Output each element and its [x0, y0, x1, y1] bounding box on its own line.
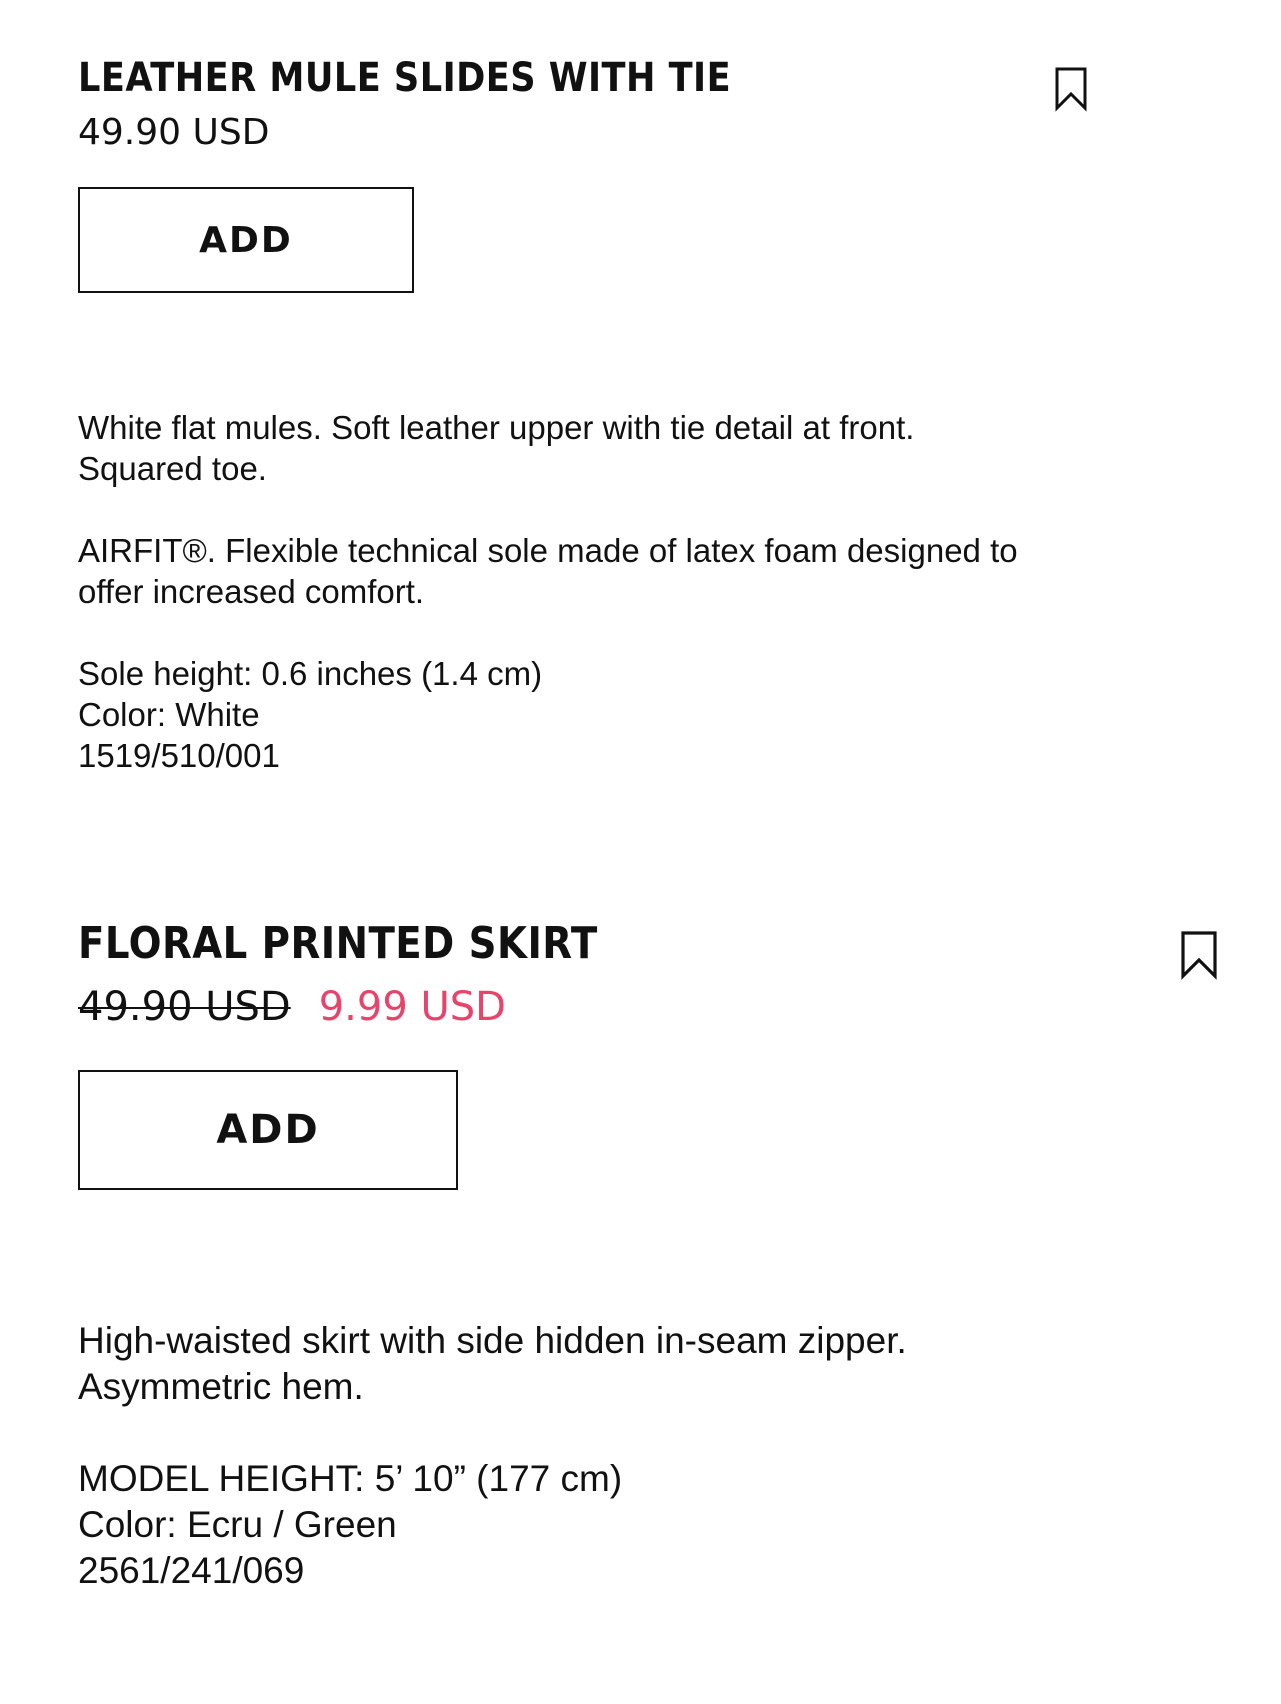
price-row	[78, 984, 1228, 1030]
bookmark-icon[interactable]	[1054, 66, 1088, 112]
original-price: 49.90 USD	[78, 984, 291, 1031]
price-row	[78, 112, 1098, 153]
product-title: FLORAL PRINTED SKIRT	[78, 918, 598, 969]
product-description	[78, 407, 1098, 776]
sale-price: 9.99 USD	[318, 984, 506, 1031]
description-line: offer increased comfort.	[78, 573, 425, 610]
product-card-floral-printed-skirt	[78, 920, 1228, 1594]
product-color: Color: Ecru / Green	[78, 1504, 397, 1546]
model-height: MODEL HEIGHT: 5’ 10” (177 cm)	[78, 1458, 623, 1500]
add-to-cart-button[interactable]: ADD	[78, 1070, 458, 1190]
description-line: Squared toe.	[78, 450, 267, 487]
description-line: White flat mules. Soft leather upper with tie detail at front.	[78, 409, 915, 446]
add-to-cart-button[interactable]: ADD	[78, 187, 414, 293]
product-title: LEATHER MULE SLIDES WITH TIE	[78, 55, 732, 101]
description-line: High-waisted skirt with side hidden in-seam zipper.	[78, 1320, 907, 1362]
product-reference: 2561/241/069	[78, 1550, 305, 1592]
sole-height: Sole height: 0.6 inches (1.4 cm)	[78, 655, 543, 692]
description-line: AIRFIT®. Flexible technical sole made of latex foam designed to	[78, 532, 1018, 569]
product-color: Color: White	[78, 696, 260, 733]
bookmark-icon[interactable]	[1180, 930, 1218, 980]
description-line: Asymmetric hem.	[78, 1366, 364, 1408]
product-price: 49.90 USD	[78, 112, 270, 153]
product-reference: 1519/510/001	[78, 737, 280, 774]
product-card-leather-mule-slides	[78, 56, 1098, 776]
product-description	[78, 1318, 1228, 1594]
